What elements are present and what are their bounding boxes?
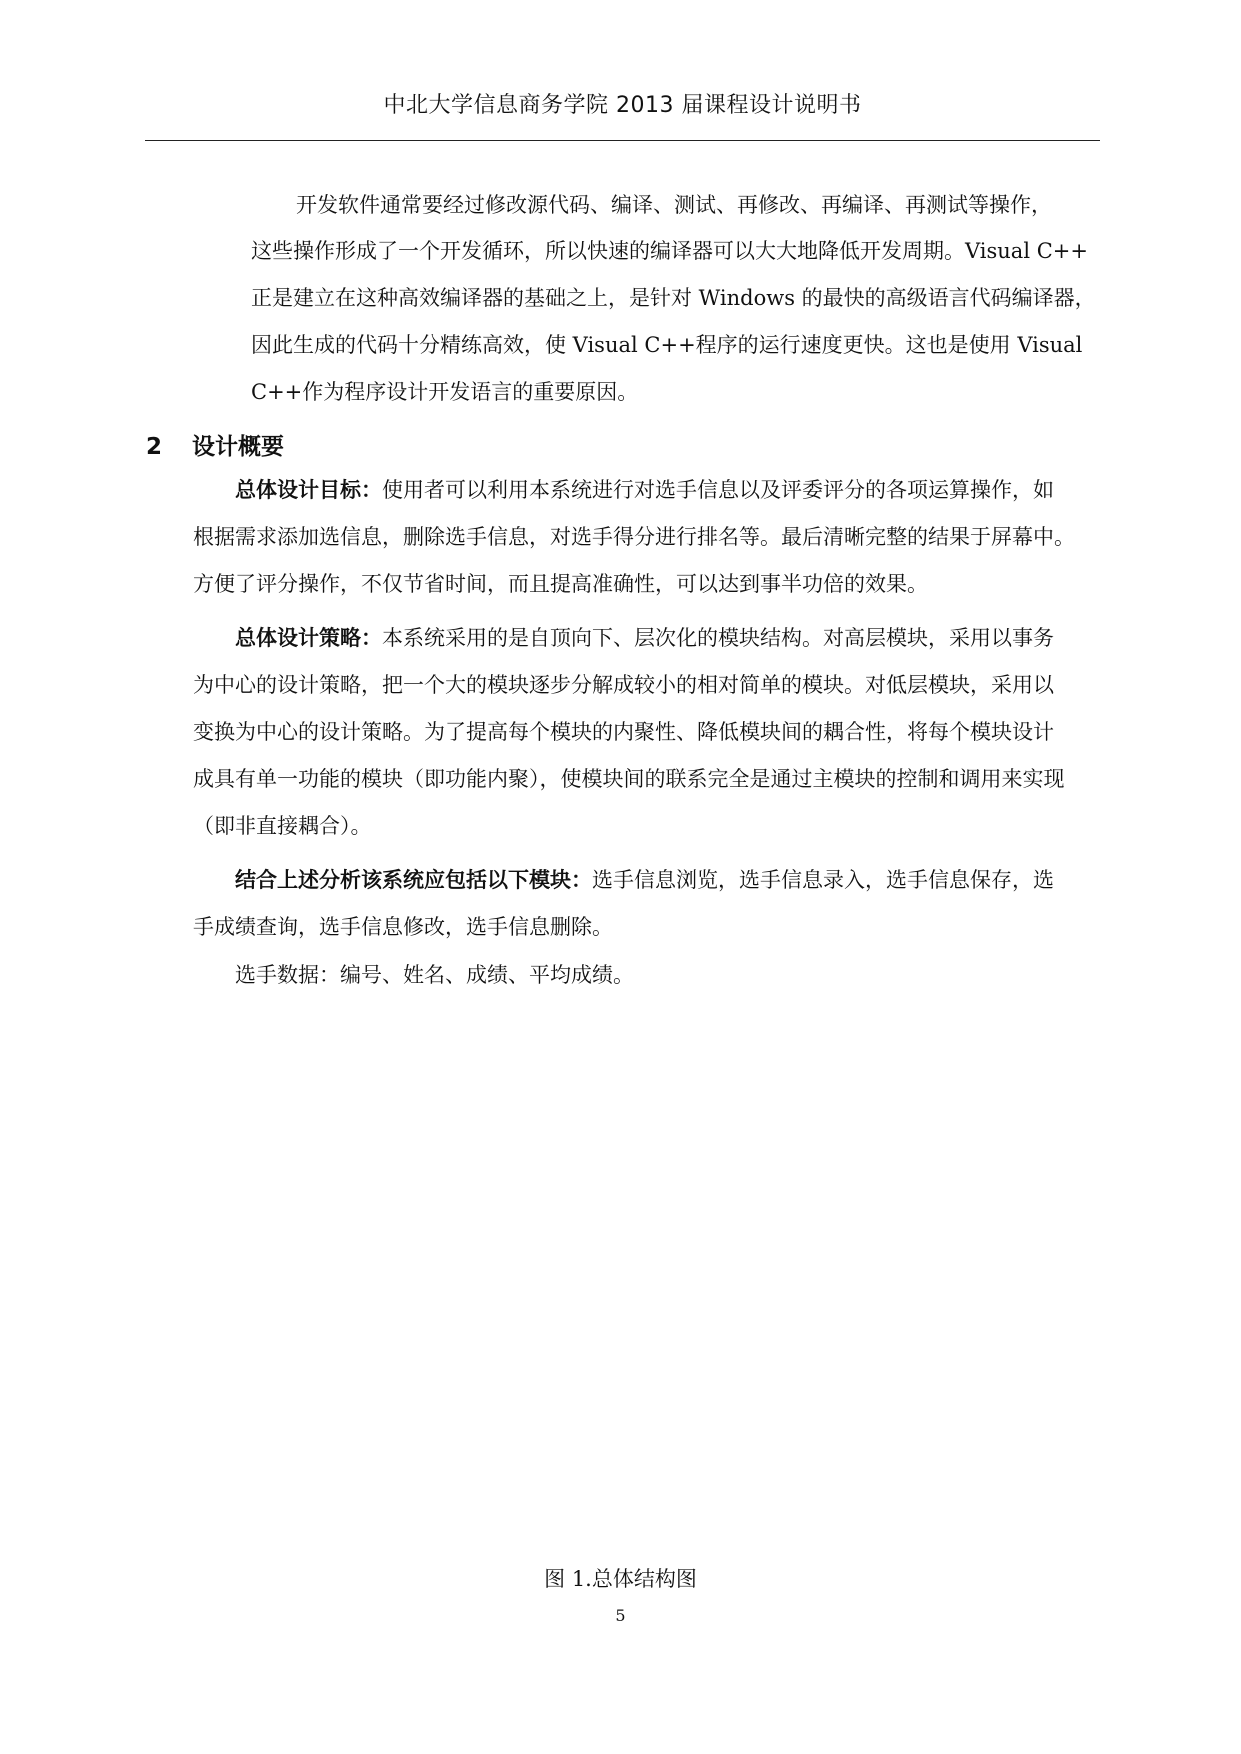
modules-text-1: 选手信息浏览，选手信息录入，选手信息保存，选 xyxy=(592,868,1054,892)
modules-paragraph-line-1 xyxy=(235,865,1054,895)
goal-label: 总体设计目标： xyxy=(235,478,382,502)
goal-paragraph-line-1 xyxy=(235,475,1054,505)
intro-line-5: C++作为程序设计开发语言的重要原因。 xyxy=(251,380,639,404)
page-number: 5 xyxy=(615,1606,626,1625)
goal-line-2: 根据需求添加选信息，删除选手信息，对选手得分进行排名等。最后清晰完整的结果于屏幕中。 xyxy=(193,525,1075,549)
strategy-line-3: 变换为中心的设计策略。为了提高每个模块的内聚性、降低模块间的耦合性，将每个模块设计 xyxy=(193,720,1054,744)
strategy-text-1: 本系统采用的是自顶向下、层次化的模块结构。对高层模块，采用以事务 xyxy=(382,626,1054,650)
figure-caption: 图 1.总体结构图 xyxy=(544,1567,697,1591)
data-fields-line: 选手数据：编号、姓名、成绩、平均成绩。 xyxy=(235,963,634,987)
modules-line-2: 手成绩查询，选手信息修改，选手信息删除。 xyxy=(193,915,613,939)
section-number: 2 xyxy=(146,434,163,460)
strategy-label: 总体设计策略： xyxy=(235,626,382,650)
modules-label: 结合上述分析该系统应包括以下模块： xyxy=(235,868,592,892)
section-title: 设计概要 xyxy=(192,434,284,460)
strategy-paragraph-line-1 xyxy=(235,623,1054,653)
header-divider xyxy=(145,140,1100,141)
intro-line-3: 正是建立在这种高效编译器的基础之上，是针对 Windows 的最快的高级语言代码编译器， xyxy=(251,286,1096,310)
goal-text-1: 使用者可以利用本系统进行对选手信息以及评委评分的各项运算操作，如 xyxy=(382,478,1054,502)
intro-line-2: 这些操作形成了一个开发循环，所以快速的编译器可以大大地降低开发周期。Visual C++ xyxy=(251,239,1088,263)
section-heading xyxy=(146,428,284,461)
strategy-line-4: 成具有单一功能的模块（即功能内聚），使模块间的联系完全是通过主模块的控制和调用来实现 xyxy=(193,767,1065,791)
strategy-line-5: （即非直接耦合）。 xyxy=(193,814,372,838)
intro-line-1: 开发软件通常要经过修改源代码、编译、测试、再修改、再编译、再测试等操作， xyxy=(296,193,1052,217)
goal-line-3: 方便了评分操作，不仅节省时间，而且提高准确性，可以达到事半功倍的效果。 xyxy=(193,572,928,596)
strategy-line-2: 为中心的设计策略，把一个大的模块逐步分解成较小的相对简单的模块。对低层模块，采用以 xyxy=(193,673,1054,697)
page-header-title: 中北大学信息商务学院 2013 届课程设计说明书 xyxy=(383,93,862,118)
intro-line-4: 因此生成的代码十分精练高效，使 Visual C++程序的运行速度更快。这也是使用 Visual xyxy=(251,333,1083,357)
